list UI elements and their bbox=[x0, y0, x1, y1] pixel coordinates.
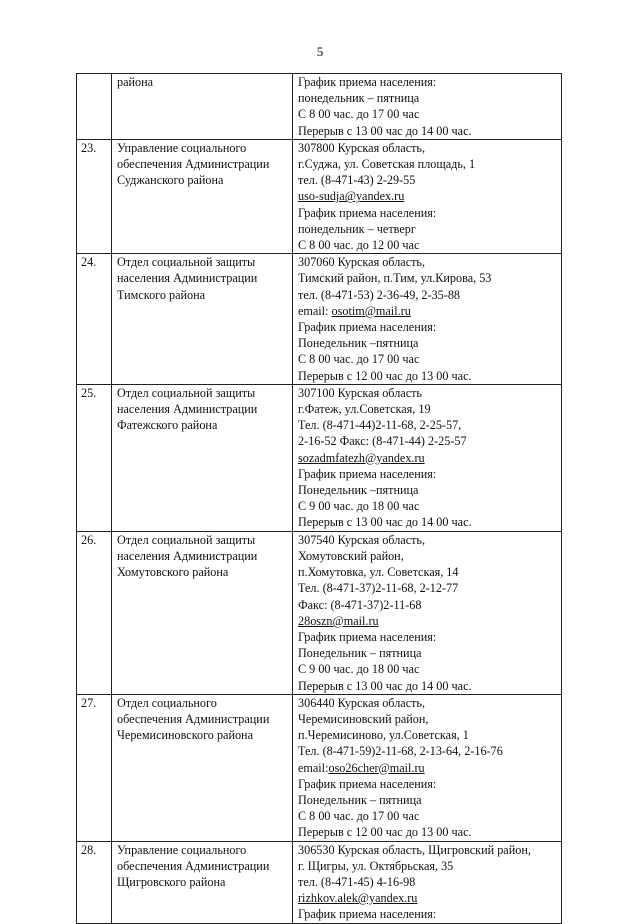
contact-info-line: График приема населения: bbox=[298, 629, 437, 644]
contact-info-line: г.Фатеж, ул.Советская, 19 bbox=[298, 402, 431, 417]
contact-info-line: График приема населения: bbox=[298, 776, 437, 791]
contact-info-cell bbox=[293, 74, 562, 140]
contact-info-line: п.Черемисиново, ул.Советская, 1 bbox=[298, 728, 469, 743]
page-number: 5 bbox=[316, 44, 324, 59]
email-address: uso-sudja@yandex.ru bbox=[298, 189, 405, 204]
organization-name-line: обеспечения Администрации bbox=[117, 858, 270, 873]
contact-info-line: Черемисиновский район, bbox=[298, 711, 429, 726]
email-address: sozadmfatezh@yandex.ru bbox=[298, 450, 425, 465]
email-address: 28oszn@mail.ru bbox=[298, 613, 379, 628]
contact-info-line: С 8 00 час. до 17 00 час bbox=[298, 809, 420, 824]
contact-info-line: тел. (8-471-53) 2-36-49, 2-35-88 bbox=[298, 287, 461, 302]
contact-info-line: 306530 Курская область, Щигровский район, bbox=[298, 842, 531, 857]
contact-info-line: С 8 00 час. до 12 00 час bbox=[298, 238, 420, 253]
organization-cell bbox=[112, 694, 293, 841]
contact-info-cell bbox=[293, 384, 562, 531]
organization-cell bbox=[112, 531, 293, 694]
organization-name-line: района bbox=[117, 75, 154, 89]
organization-name-line: Отдел социального bbox=[117, 695, 217, 710]
contact-info-line: С 8 00 час. до 17 00 час bbox=[298, 107, 420, 122]
contact-info-line: 307060 Курская область, bbox=[298, 255, 426, 270]
table-row bbox=[77, 694, 562, 841]
contact-info-line: понедельник – пятница bbox=[298, 91, 420, 106]
contact-info-line: С 8 00 час. до 17 00 час bbox=[298, 352, 420, 367]
row-number: 28. bbox=[77, 841, 112, 923]
contact-info-line: Перерыв с 13 00 час до 14 00 час. bbox=[298, 123, 472, 138]
contact-info-line: Перерыв с 12 00 час до 13 00 час. bbox=[298, 825, 472, 840]
contact-info-line: Понедельник – пятница bbox=[298, 792, 422, 807]
organization-name-line: Отдел социальной защиты bbox=[117, 532, 256, 547]
contact-info-cell bbox=[293, 139, 562, 253]
row-number bbox=[77, 74, 112, 140]
organization-name-line: Отдел социальной защиты bbox=[117, 255, 256, 270]
organization-name-line: Тимского района bbox=[117, 287, 206, 302]
organization-cell bbox=[112, 254, 293, 385]
row-number: 26. bbox=[77, 531, 112, 694]
contact-info-line: Тимский район, п.Тим, ул.Кирова, 53 bbox=[298, 271, 492, 286]
email-address: email:oso26cher@mail.ru bbox=[298, 760, 425, 775]
contact-info-line: График приема населения: bbox=[298, 205, 437, 220]
contact-info-line: тел. (8-471-43) 2-29-55 bbox=[298, 173, 416, 188]
organization-name-line: Фатежского района bbox=[117, 418, 218, 433]
contact-info-line: п.Хомутовка, ул. Советская, 14 bbox=[298, 565, 459, 580]
contact-info-line: 307800 Курская область, bbox=[298, 140, 426, 155]
table-row bbox=[77, 254, 562, 385]
organization-name-line: Щигровского района bbox=[117, 874, 226, 889]
contact-info-line: График приема населения: bbox=[298, 466, 437, 481]
row-number: 27. bbox=[77, 694, 112, 841]
contact-info-line: С 9 00 час. до 18 00 час bbox=[298, 662, 420, 677]
organization-name-line: обеспечения Администрации bbox=[117, 711, 270, 726]
row-number: 24. bbox=[77, 254, 112, 385]
contact-info-line: г.Суджа, ул. Советская площадь, 1 bbox=[298, 157, 476, 172]
contact-info-line: Понедельник –пятница bbox=[298, 336, 419, 351]
table-row bbox=[77, 841, 562, 923]
organization-name-line: Управление социального bbox=[117, 842, 247, 857]
contact-info-line: График приема населения: bbox=[298, 907, 437, 922]
contact-info-line: Перерыв с 13 00 час до 14 00 час. bbox=[298, 515, 472, 530]
contact-info-line: понедельник – четверг bbox=[298, 221, 416, 236]
contact-info-line: 307100 Курская область bbox=[298, 385, 422, 400]
table-row bbox=[77, 531, 562, 694]
contact-info-line: тел. (8-471-45) 4-16-98 bbox=[298, 874, 416, 889]
contact-info-line: С 9 00 час. до 18 00 час bbox=[298, 499, 420, 514]
contact-info-cell bbox=[293, 694, 562, 841]
contact-info-cell bbox=[293, 254, 562, 385]
organization-cell bbox=[112, 841, 293, 923]
row-number: 25. bbox=[77, 384, 112, 531]
email-address: rizhkov.alek@yandex.ru bbox=[298, 891, 418, 906]
organization-name-line: Черемисиновского района bbox=[117, 728, 253, 743]
organization-name-line: населения Администрации bbox=[117, 402, 258, 417]
table-row bbox=[77, 139, 562, 253]
table-row bbox=[77, 74, 562, 140]
contact-info-line: График приема населения: bbox=[298, 75, 437, 89]
contact-info-line: Факс: (8-471-37)2-11-68 bbox=[298, 597, 422, 612]
contact-info-line: Тел. (8-471-37)2-11-68, 2-12-77 bbox=[298, 581, 459, 596]
email-address: email: osotim@mail.ru bbox=[298, 303, 411, 318]
contact-info-line: Хомутовский район, bbox=[298, 548, 404, 563]
contact-info-cell bbox=[293, 531, 562, 694]
contact-info-cell bbox=[293, 841, 562, 923]
organization-name-line: Отдел социальной защиты bbox=[117, 385, 256, 400]
organization-name-line: населения Администрации bbox=[117, 271, 258, 286]
social-services-table bbox=[76, 73, 562, 924]
contact-info-line: Перерыв с 13 00 час до 14 00 час. bbox=[298, 678, 472, 693]
organization-name-line: Управление социального bbox=[117, 140, 247, 155]
contact-info-line: 306440 Курская область, bbox=[298, 695, 426, 710]
contact-info-line: Понедельник – пятница bbox=[298, 646, 422, 661]
organization-name-line: Хомутовского района bbox=[117, 565, 229, 580]
organization-name-line: населения Администрации bbox=[117, 548, 258, 563]
contact-info-line: Понедельник –пятница bbox=[298, 483, 419, 498]
organization-cell bbox=[112, 139, 293, 253]
organization-name-line: Суджанского района bbox=[117, 173, 224, 188]
contact-info-line: График приема населения: bbox=[298, 320, 437, 335]
contact-info-line: 307540 Курская область, bbox=[298, 532, 426, 547]
table-row bbox=[77, 384, 562, 531]
contact-info-line: Перерыв с 12 00 час до 13 00 час. bbox=[298, 368, 472, 383]
contact-info-line: 2-16-52 Факс: (8-471-44) 2-25-57 bbox=[298, 434, 467, 449]
row-number: 23. bbox=[77, 139, 112, 253]
contact-info-line: Тел. (8-471-44)2-11-68, 2-25-57, bbox=[298, 418, 462, 433]
contact-info-line: Тел. (8-471-59)2-11-68, 2-13-64, 2-16-76 bbox=[298, 744, 503, 759]
organization-cell bbox=[112, 384, 293, 531]
contact-info-line: г. Щигры, ул. Октябрьская, 35 bbox=[298, 858, 454, 873]
organization-name-line: обеспечения Администрации bbox=[117, 157, 270, 172]
organization-cell bbox=[112, 74, 293, 140]
